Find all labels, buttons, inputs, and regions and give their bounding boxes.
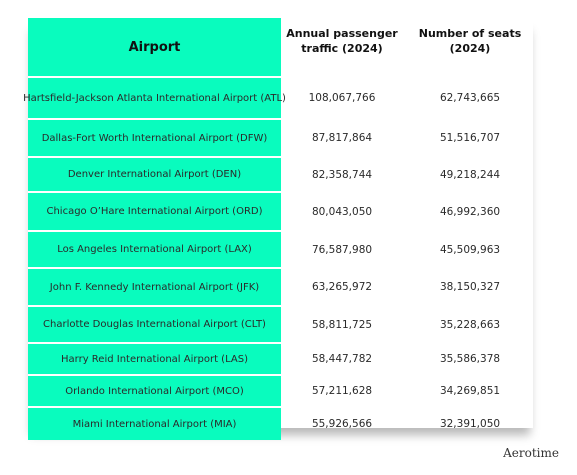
seats-cell: 49,218,244 [439,168,501,181]
table-row [28,376,533,406]
seats-cell: 34,269,851 [439,385,501,397]
traffic-cell: 58,811,725 [311,318,373,331]
table-row [28,120,533,156]
airport-table [23,18,533,430]
traffic-cell: 76,587,980 [311,243,373,256]
column-header-airport: Airport [28,18,281,76]
seats-cell: 35,586,378 [439,353,501,365]
seats-cell: 51,516,707 [439,132,501,144]
traffic-cell: 58,447,782 [311,353,373,365]
airport-name-cell: Harry Reid International Airport (LAS) [28,344,281,374]
column-header-traffic: Annual passenger traffic (2024) [286,27,398,55]
airport-name-cell: Dallas-Fort Worth International Airport (DFW) [28,120,281,156]
table-row [28,307,533,342]
traffic-cell: 55,926,566 [311,418,373,430]
table-row [28,158,533,191]
seats-cell: 45,509,963 [439,243,501,256]
table-row [23,78,533,118]
traffic-cell: 87,817,864 [311,132,373,144]
traffic-cell: 57,211,628 [311,385,373,397]
traffic-cell: 63,265,972 [311,281,373,293]
table-row [28,269,533,305]
airport-name-cell: Charlotte Douglas International Airport (CLT) [28,307,281,342]
seats-cell: 32,391,050 [439,418,501,430]
traffic-cell: 80,043,050 [311,205,373,218]
traffic-cell: 108,067,766 [308,92,376,104]
airport-name-cell: Los Angeles International Airport (LAX) [28,232,281,267]
airport-name-cell: Hartsfield-Jackson Atlanta International Airport (ATL) [28,78,281,118]
seats-cell: 35,228,663 [439,318,501,331]
table-row [28,232,533,267]
table-row [28,344,533,374]
seats-cell: 38,150,327 [439,281,501,293]
seats-cell: 46,992,360 [439,205,501,218]
seats-cell: 62,743,665 [439,92,501,104]
table-row [28,193,533,230]
airport-name-cell: Denver International Airport (DEN) [28,158,281,191]
table-row [28,408,533,440]
airport-name-cell: John F. Kennedy International Airport (JFK) [28,269,281,305]
airport-name-cell: Miami International Airport (MIA) [28,408,281,440]
column-header-seats: Number of seats (2024) [418,27,522,55]
airport-name-cell: Chicago O’Hare International Airport (ORD) [28,193,281,230]
source-credit: Aerotime [503,446,559,460]
table-header-row [28,18,533,76]
traffic-cell: 82,358,744 [311,168,373,181]
airport-name-cell: Orlando International Airport (MCO) [28,376,281,406]
